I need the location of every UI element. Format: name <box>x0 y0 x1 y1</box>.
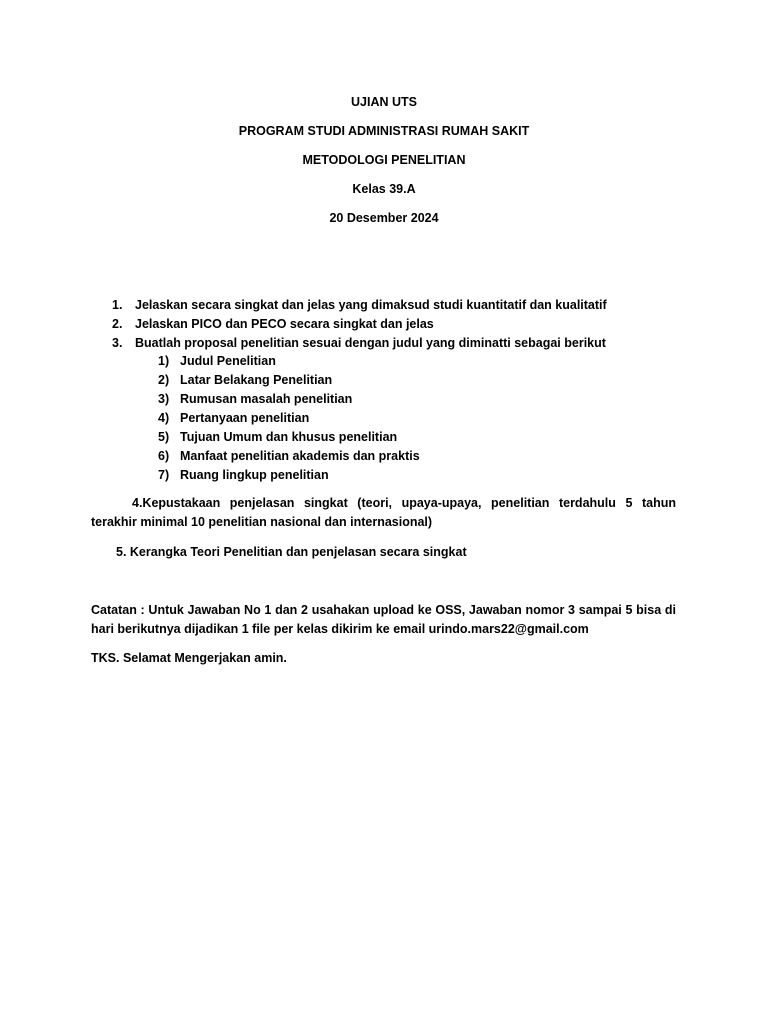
subitem-number: 6) <box>158 449 170 463</box>
subitem-number: 4) <box>158 411 170 425</box>
question-item <box>112 335 606 351</box>
subitem <box>158 410 309 426</box>
question-4: 4.Kepustakaan penjelasan singkat (teori, upaya-upaya, penelitian terdahulu 5 tahun terakhir minimal 10 penelitian nasional dan internasional) <box>91 496 676 529</box>
course-title: METODOLOGI PENELITIAN <box>302 153 466 167</box>
subitem-text: Latar Belakang Penelitian <box>180 373 333 387</box>
exam-date: 20 Desember 2024 <box>329 211 439 225</box>
class-label: Kelas 39.A <box>352 182 416 196</box>
subitem-text: Tujuan Umum dan khusus penelitian <box>180 430 398 444</box>
exam-title: UJIAN UTS <box>351 95 417 109</box>
closing-line: TKS. Selamat Mengerjakan amin. <box>91 651 287 665</box>
question-text: Buatlah proposal penelitian sesuai dengan judul yang diminatti sebagai berikut <box>135 336 606 350</box>
subitem <box>158 391 352 407</box>
subitem-number: 7) <box>158 468 170 482</box>
note-paragraph: Catatan : Untuk Jawaban No 1 dan 2 usahakan upload ke OSS, Jawaban nomor 3 sampai 5 bisa di hari berikutnya dijadikan 1 file per kelas dikirim ke email urindo.mars22@gmail.com <box>91 603 676 636</box>
question-item <box>112 316 434 332</box>
subitem-number: 5) <box>158 430 170 444</box>
question-text: Jelaskan PICO dan PECO secara singkat dan jelas <box>135 317 434 331</box>
question-number: 3. <box>112 336 123 350</box>
subitem-text: Pertanyaan penelitian <box>180 411 310 425</box>
question-5: 5. Kerangka Teori Penelitian dan penjelasan secara singkat <box>116 545 467 559</box>
subitem <box>158 448 420 464</box>
subitem <box>158 467 329 483</box>
program-title: PROGRAM STUDI ADMINISTRASI RUMAH SAKIT <box>238 124 530 138</box>
subitem-number: 2) <box>158 373 170 387</box>
subitem-text: Judul Penelitian <box>180 354 276 368</box>
question-number: 2. <box>112 317 123 331</box>
subitem-text: Manfaat penelitian akademis dan praktis <box>180 449 420 463</box>
subitem <box>158 353 276 369</box>
subitem <box>158 372 332 388</box>
subitem-number: 3) <box>158 392 170 406</box>
subitem-text: Rumusan masalah penelitian <box>180 392 353 406</box>
subitem <box>158 429 397 445</box>
question-item <box>112 297 607 313</box>
subitem-text: Ruang lingkup penelitian <box>180 468 329 482</box>
subitem-number: 1) <box>158 354 170 368</box>
question-number: 1. <box>112 298 123 312</box>
question-text: Jelaskan secara singkat dan jelas yang dimaksud studi kuantitatif dan kualitatif <box>135 298 607 312</box>
